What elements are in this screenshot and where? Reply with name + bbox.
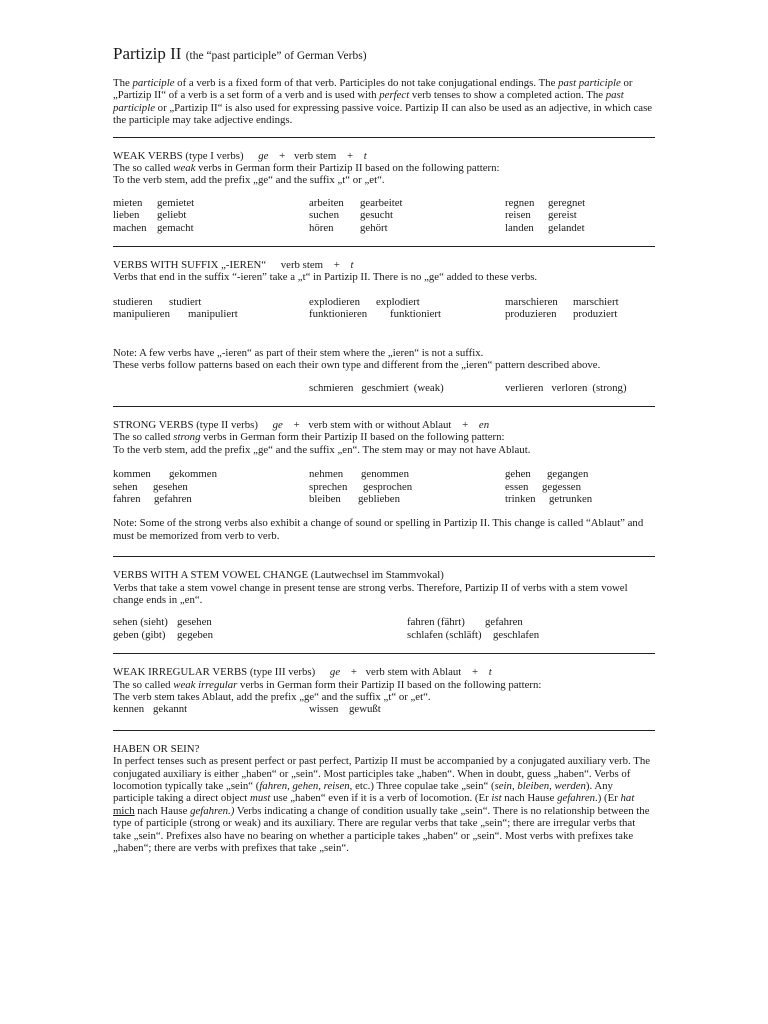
verb-pair — [113, 222, 309, 234]
participle: produziert — [573, 308, 618, 321]
participle: gesprochen — [363, 480, 413, 493]
ieren-description: Verbs that end in the suffix “-ieren” take a „t“ in Partizip II. There is no „ge“ added to these verbs. — [113, 271, 538, 284]
verb-pair — [407, 616, 655, 628]
infinitive: nehmen — [309, 468, 344, 481]
infinitive: fahren — [113, 492, 141, 505]
text: nach Hause — [501, 792, 558, 805]
participle: gemacht — [157, 221, 194, 234]
formula-plus: + — [462, 418, 469, 431]
formula-plus: + — [346, 149, 354, 162]
infinitive: gehen — [505, 468, 531, 481]
emph: hat — [620, 792, 635, 805]
verb-pair — [113, 468, 309, 480]
infinitive: lieben — [113, 209, 140, 222]
section-heading — [113, 419, 655, 431]
infinitive: wissen — [309, 703, 339, 716]
intro-text: or „Partizip II“ is also used for expressing passive voice. Partizip II can also be used as an adjective, in which case the participle may take adjective endings. — [113, 101, 653, 127]
infinitive: landen — [505, 221, 534, 234]
verb-pair — [505, 481, 655, 493]
verb-pair — [309, 468, 505, 480]
ieren-note: These verbs follow patterns based on each their own type and different from the „ieren“ pattern described above. — [113, 359, 601, 372]
verb-pair — [309, 382, 505, 394]
formula-plus: + — [333, 259, 340, 272]
infinitive: bleiben — [309, 492, 341, 505]
verb-pair — [113, 629, 407, 641]
ieren-exceptions — [113, 382, 655, 394]
irreg-description — [113, 679, 655, 691]
verb-examples — [113, 197, 655, 234]
infinitive: marschieren — [505, 295, 558, 308]
heading-label: VERBS WITH SUFFIX „-IEREN“ — [113, 259, 267, 272]
text: verbs in German form their Partizip II based on the following pattern: — [237, 678, 542, 691]
formula-prefix: ge — [272, 418, 283, 431]
ieren-note: Note: A few verbs have „-ieren“ as part of their stem where the „ieren“ is not a suffix. — [113, 346, 484, 359]
verb-pair — [505, 382, 655, 394]
participle: gesehen — [177, 616, 212, 629]
emph: strong — [173, 431, 201, 444]
text: use „haben“ even if it is a verb of locomotion. (Er — [270, 792, 492, 805]
verb-pair — [113, 308, 309, 320]
text: nach Hause — [134, 804, 191, 817]
section-weak-irregular — [113, 654, 655, 730]
verb-type: (weak) — [413, 381, 444, 394]
participle: gekannt — [153, 703, 188, 716]
intro-text: of a verb is a fixed form of that verb. Participles do not take conjugational endings. The — [174, 77, 559, 89]
emph: sein, bleiben, werden — [494, 780, 586, 793]
section-weak-verbs — [113, 138, 655, 246]
infinitive: verlieren — [505, 381, 544, 394]
participle: manipuliert — [188, 308, 238, 321]
formula-suffix: t — [488, 666, 492, 679]
infinitive: geben (gibt) — [113, 628, 166, 641]
infinitive: kennen — [113, 703, 145, 716]
verb-pair — [309, 493, 505, 505]
infinitive: reisen — [505, 209, 531, 222]
text: Verbs indicating a change of condition usually take „sein“. There is no relationship between the type of participle (strong or weak) and its auxiliary. There are regular verbs that take „sein“; there are irregular verbs that take „sein“. Prefixes also have no bearing on whether a participle takes „haben“ or „sein“. Most verbs with prefixes take „haben“; there are verbs with prefixes that take „sein“. — [113, 804, 650, 855]
participle: explodiert — [376, 295, 420, 308]
text: The so called — [113, 678, 174, 691]
participle: gekommen — [169, 468, 217, 481]
intro-emph: participle — [132, 77, 175, 89]
verb-pair — [505, 308, 655, 320]
infinitive: essen — [505, 480, 529, 493]
participle: gewußt — [349, 703, 381, 716]
infinitive: explodieren — [309, 295, 360, 308]
vowel-description: Verbs that take a stem vowel change in present tense are strong verbs. Therefore, Partizip II of verbs with a stem vowel change ends in „en“. — [113, 581, 628, 606]
infinitive: mieten — [113, 196, 143, 209]
infinitive: fahren (fährt) — [407, 616, 465, 629]
emph: weak irregular — [173, 678, 238, 691]
participle: geblieben — [358, 492, 400, 505]
formula-stem: verb stem with Ablaut — [365, 666, 462, 679]
participle: gehört — [360, 221, 388, 234]
heading-label: WEAK VERBS (type I verbs) — [113, 149, 244, 162]
intro-text: or „Partizip II“ of a verb is a set form of a verb and is used with — [113, 77, 633, 102]
verb-pair — [505, 296, 655, 308]
section-vowel-change — [113, 557, 655, 653]
verb-pair — [113, 493, 309, 505]
verb-pair — [309, 197, 505, 209]
section-haben-sein — [113, 731, 655, 855]
infinitive: schmieren — [309, 381, 354, 394]
title-main: Partizip II — [113, 44, 182, 63]
verb-examples — [113, 296, 655, 321]
strong-note: Note: Some of the strong verbs also exhibit a change of sound or spelling in Partizip II. This change is called “Ablaut” and must be memorized from verb to verb. — [113, 517, 644, 542]
verb-pair — [309, 481, 505, 493]
irreg-rule: The verb stem takes Ablaut, add the prefix „ge“ and the suffix „t“ or „et“. — [113, 691, 431, 703]
verb-pair — [309, 296, 505, 308]
verb-pair — [505, 468, 655, 480]
intro-emph: past participle — [558, 77, 621, 89]
infinitive: arbeiten — [309, 196, 344, 209]
emph: gefahren — [557, 792, 596, 805]
infinitive: manipulieren — [113, 308, 170, 321]
intro-text: verb tenses to show a completed action. The — [409, 89, 606, 102]
infinitive: produzieren — [505, 308, 557, 321]
participle: getrunken — [549, 492, 593, 505]
infinitive: funktionieren — [309, 308, 368, 321]
text: verbs in German form their Partizip II based on the following pattern: — [195, 162, 500, 175]
formula-plus: + — [472, 666, 479, 679]
infinitive: regnen — [505, 196, 535, 209]
infinitive: sprechen — [309, 480, 348, 493]
formula-prefix: ge — [329, 666, 341, 679]
section-heading — [113, 150, 655, 162]
formula-plus: + — [350, 666, 357, 679]
formula-prefix: ge — [258, 149, 269, 162]
participle: geschlafen — [493, 628, 540, 641]
verb-pair — [309, 703, 655, 715]
infinitive: sehen — [113, 480, 138, 493]
document-page — [113, 44, 655, 854]
section-heading — [113, 259, 655, 271]
participle: gereist — [548, 209, 577, 222]
verb-pair — [407, 629, 655, 641]
participle: gegangen — [547, 468, 589, 481]
formula-stem: verb stem with or without Ablaut — [308, 418, 452, 431]
haben-paragraph — [113, 755, 655, 854]
formula-plus: + — [293, 418, 300, 431]
participle: geschmiert — [361, 381, 409, 394]
participle: gearbeitet — [360, 196, 403, 209]
heading-label: WEAK IRREGULAR VERBS (type III verbs) — [113, 666, 316, 679]
page-title — [113, 44, 655, 66]
verb-pair — [309, 308, 505, 320]
formula-suffix: t — [350, 259, 354, 272]
verb-examples — [113, 468, 655, 505]
emph: weak — [173, 162, 196, 175]
section-ieren-verbs — [113, 247, 655, 406]
participle: gelandet — [548, 221, 585, 234]
emph: must — [250, 792, 271, 805]
formula-suffix: en — [478, 418, 490, 431]
formula-suffix: t — [363, 149, 367, 162]
verb-pair — [505, 493, 655, 505]
verb-pair — [113, 616, 407, 628]
intro-emph: past participle — [113, 89, 624, 114]
intro-text: The — [113, 77, 133, 89]
verb-pair — [113, 703, 309, 715]
participle: verloren — [551, 381, 588, 394]
section-heading: HABEN OR SEIN? — [113, 742, 200, 755]
verb-pair — [505, 209, 655, 221]
section-heading — [113, 666, 655, 678]
verb-pair — [113, 209, 309, 221]
strong-rule: To the verb stem, add the prefix „ge“ and the suffix „en“. The stem may or may not have Ablaut. — [113, 443, 531, 456]
formula-plus: + — [279, 149, 286, 162]
text: verbs in German form their Partizip II based on the following pattern: — [200, 431, 505, 444]
verb-pair — [309, 209, 505, 221]
intro-emph: perfect — [379, 89, 410, 102]
infinitive: suchen — [309, 209, 339, 222]
verb-pair — [505, 222, 655, 234]
text: In perfect tenses such as present perfect or past perfect, Partizip II must be accompanied by a conjugated auxiliary verb. The conjugated auxiliary is either „haben“ or „sein“. Most participles take „haben“. When in doubt, guess „haben“. Verbs of locomotion typically take „sein“ ( — [113, 755, 651, 793]
participle: gesucht — [360, 209, 393, 222]
formula-stem: verb stem — [293, 149, 337, 162]
participle: marschiert — [573, 295, 619, 308]
participle: gesehen — [153, 480, 188, 493]
section-strong-verbs — [113, 407, 655, 556]
emph: fahren, gehen, reisen — [259, 780, 350, 793]
text: The so called — [113, 431, 174, 444]
title-subtitle: (the “past participle” of German Verbs) — [185, 50, 367, 62]
participle: studiert — [169, 295, 202, 308]
infinitive: sehen (sieht) — [113, 616, 168, 629]
verb-examples — [113, 703, 655, 715]
emph: ist — [491, 792, 502, 805]
participle: gegessen — [542, 480, 581, 493]
text: .) (Er — [595, 792, 621, 805]
verb-type: (strong) — [592, 381, 627, 394]
underlined: mich — [113, 804, 135, 817]
infinitive: kommen — [113, 468, 151, 481]
infinitive: hören — [309, 221, 334, 234]
verb-pair — [309, 222, 505, 234]
infinitive: trinken — [505, 492, 536, 505]
participle: gefahren — [485, 616, 523, 629]
infinitive: schlafen (schläft) — [407, 628, 482, 641]
emph: gefahren.) — [190, 804, 235, 817]
participle: genommen — [361, 468, 409, 481]
text: , etc.) Three copulae take „sein“ ( — [349, 780, 495, 793]
participle: geregnet — [548, 196, 586, 209]
intro-paragraph — [113, 77, 655, 127]
text: The so called — [113, 162, 174, 175]
participle: geliebt — [157, 209, 187, 222]
infinitive: machen — [113, 221, 147, 234]
participle: gefahren — [154, 492, 192, 505]
strong-description — [113, 431, 655, 443]
infinitive: studieren — [113, 295, 153, 308]
section-heading: VERBS WITH A STEM VOWEL CHANGE (Lautwechsel im Stammvokal) — [113, 569, 444, 582]
verb-pair — [505, 197, 655, 209]
text: ). Any participle taking a direct object — [113, 780, 613, 805]
heading-label: STRONG VERBS (type II verbs) — [113, 418, 258, 431]
verb-examples — [113, 616, 655, 641]
participle: funktioniert — [390, 308, 441, 321]
weak-rule: To the verb stem, add the prefix „ge“ and the suffix „t“ or „et“. — [113, 174, 385, 187]
participle: gegeben — [177, 628, 213, 641]
formula-stem: verb stem — [280, 259, 324, 272]
participle: gemietet — [157, 196, 195, 209]
verb-pair — [113, 481, 309, 493]
verb-pair — [113, 197, 309, 209]
verb-pair — [113, 296, 309, 308]
weak-description — [113, 162, 655, 174]
